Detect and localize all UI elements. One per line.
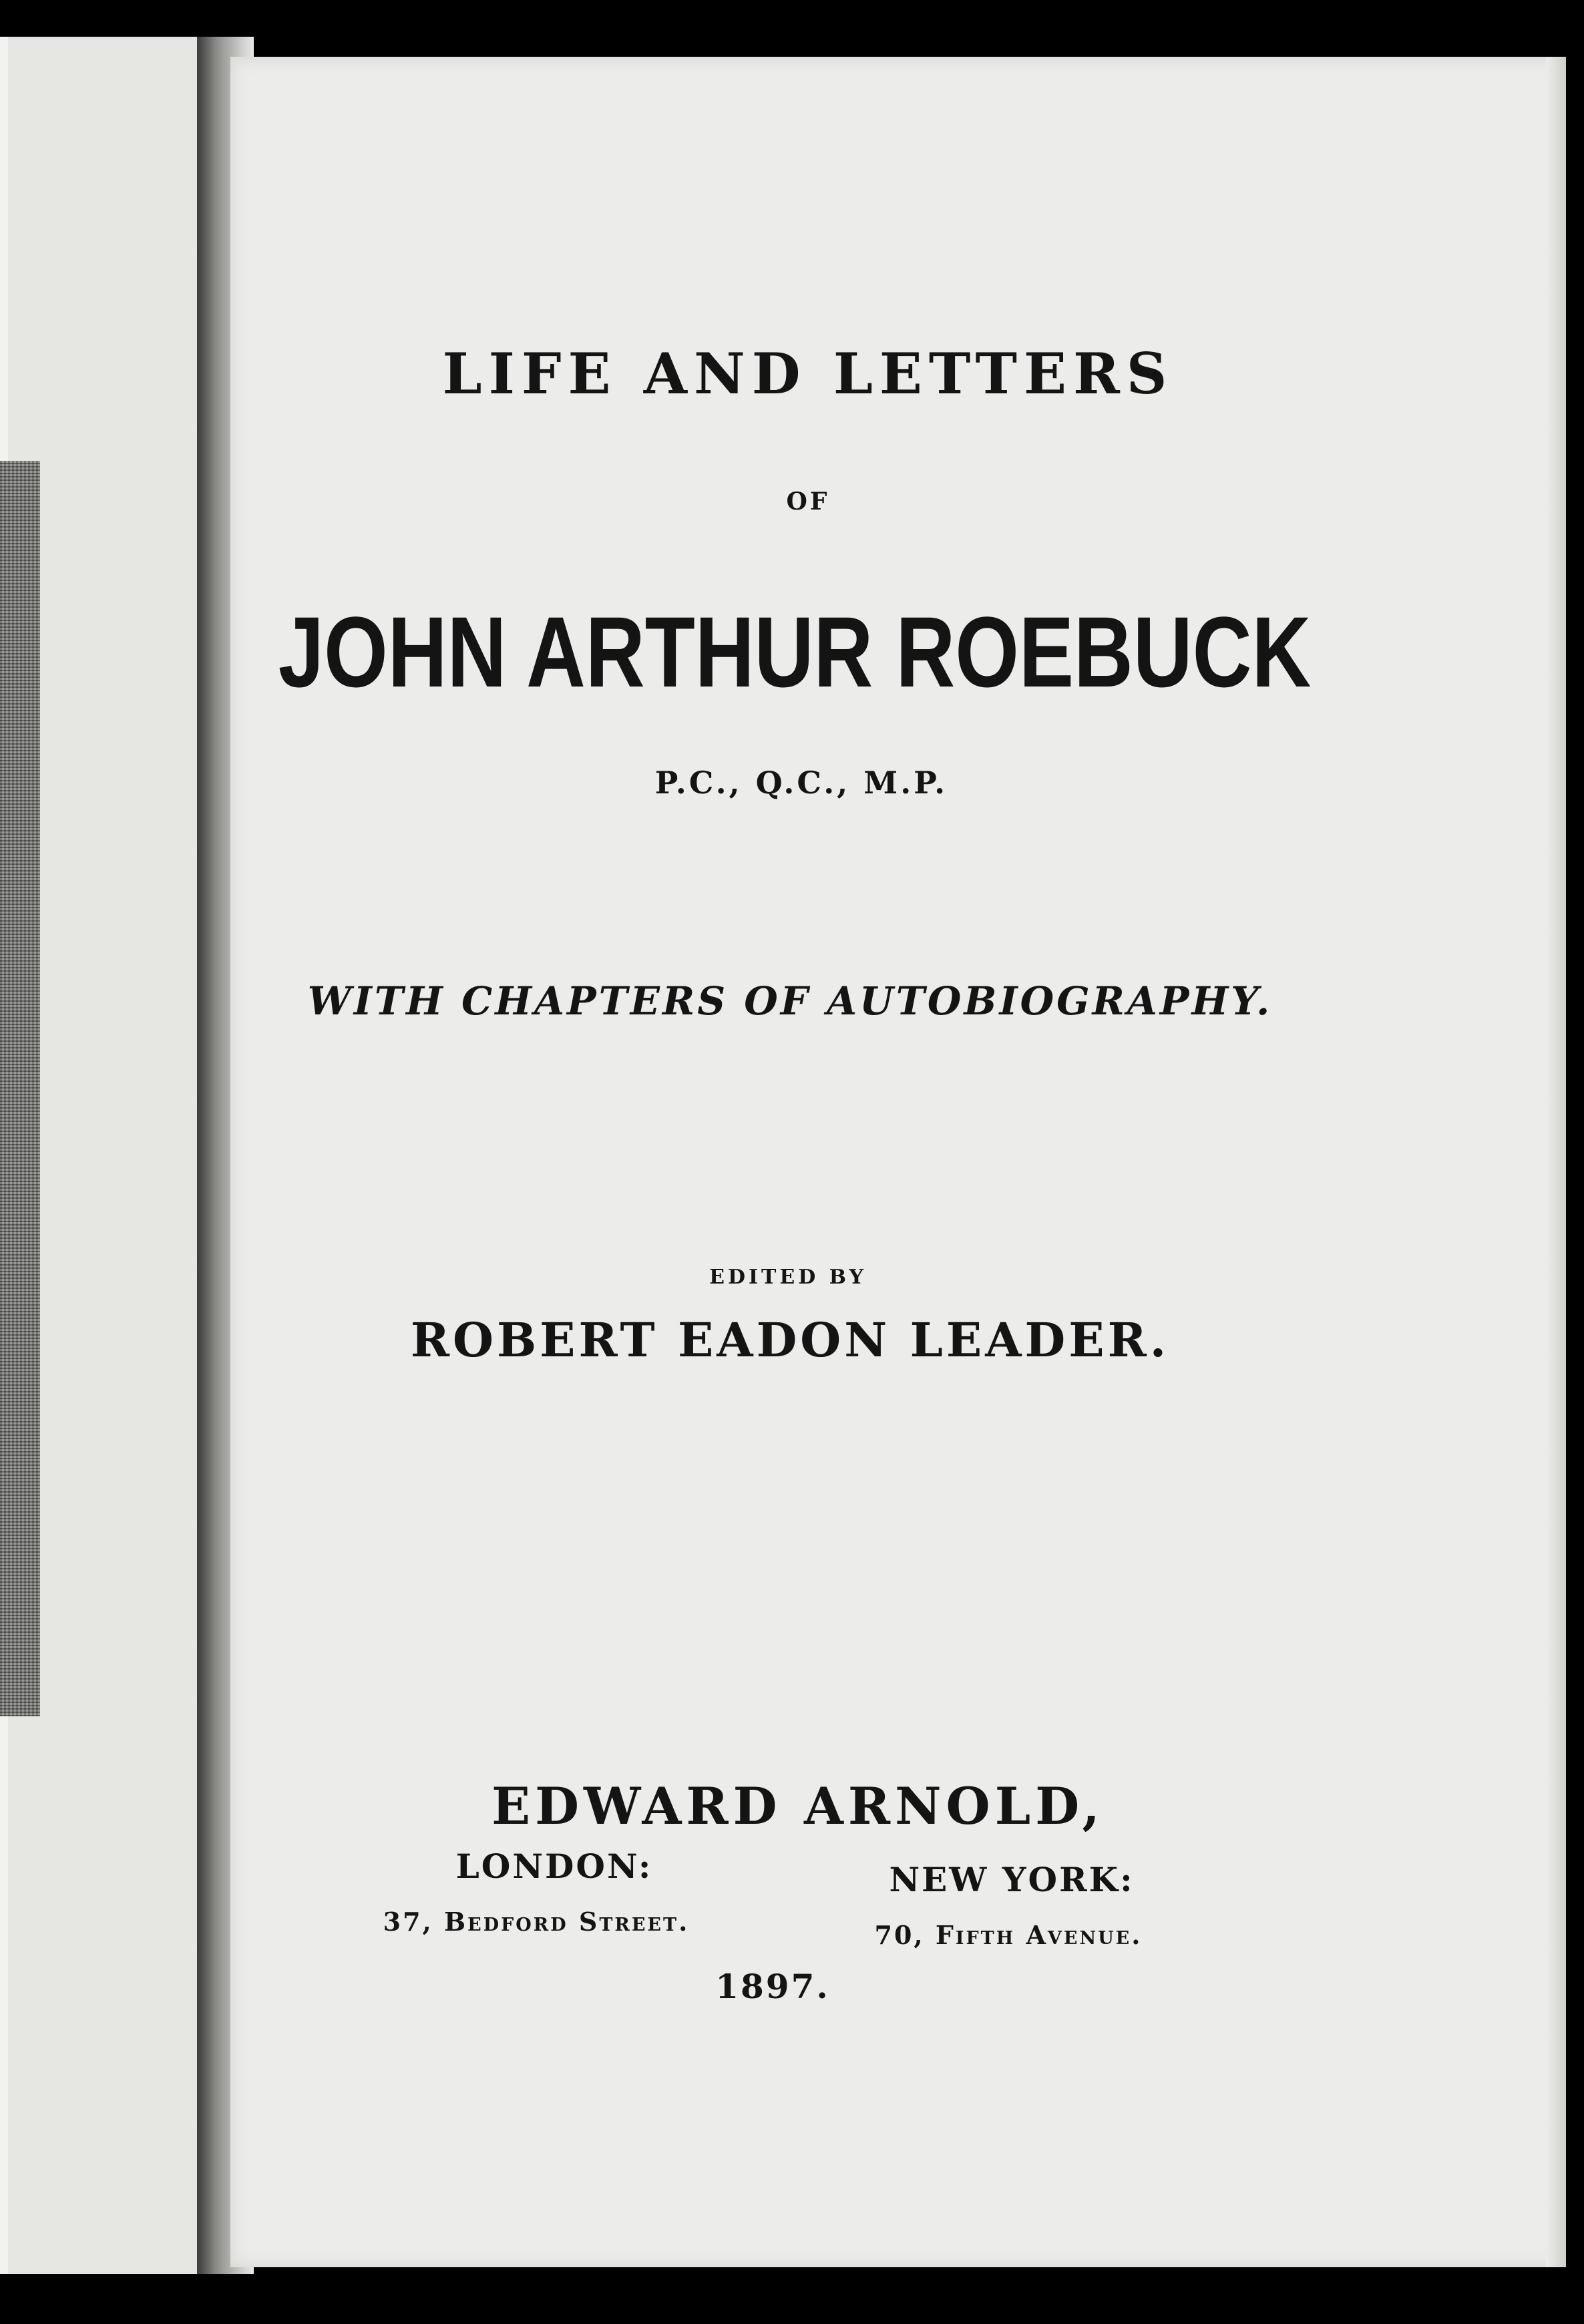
publisher-name: EDWARD ARNOLD,	[491, 1776, 1105, 1836]
book-subtitle: WITH CHAPTERS OF AUTOBIOGRAPHY.	[307, 978, 1273, 1024]
subject-honours: P.C., Q.C., M.P.	[654, 765, 948, 801]
title-of: OF	[786, 488, 830, 516]
subject-name: JOHN ARTHUR ROEBUCK	[278, 596, 1312, 708]
new-york-city: NEW YORK:	[889, 1860, 1135, 1899]
publication-year: 1897.	[715, 1967, 830, 2006]
editor-name: ROBERT EADON LEADER.	[410, 1312, 1170, 1368]
frontispiece-plate-edge	[0, 461, 40, 1716]
london-city: LONDON:	[455, 1847, 653, 1886]
page-right-edge	[1546, 57, 1566, 2267]
title-line: LIFE AND LETTERS	[442, 341, 1174, 407]
title-page	[230, 57, 1566, 2267]
edited-by-label: EDITED BY	[709, 1266, 867, 1289]
new-york-address: 70, Fifth Avenue.	[874, 1920, 1143, 1950]
london-address: 37, Bedford Street.	[383, 1907, 690, 1937]
